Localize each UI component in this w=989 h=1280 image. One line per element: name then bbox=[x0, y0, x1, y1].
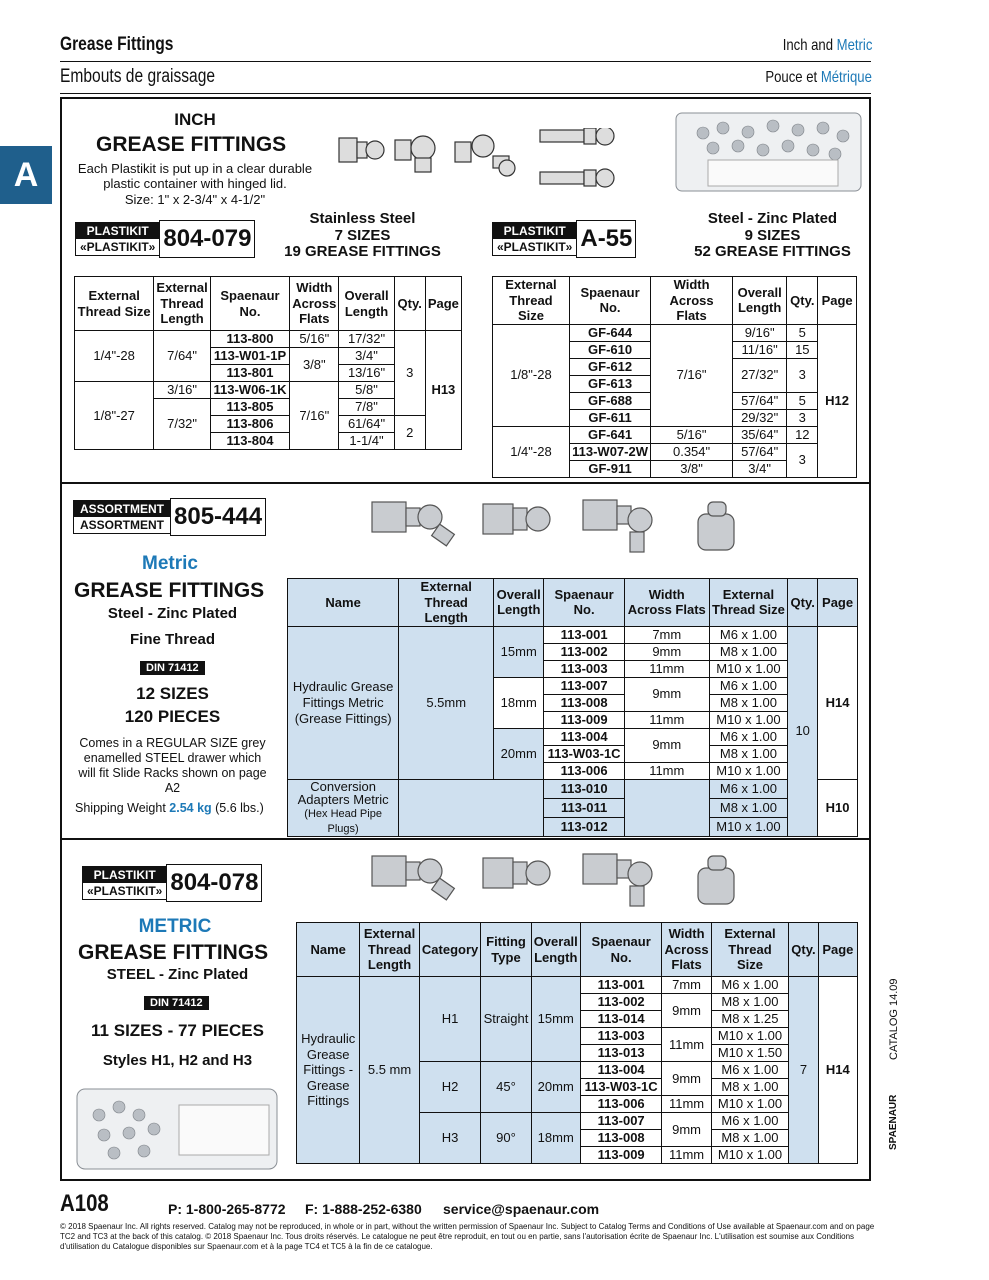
cell: M10 x 1.00 bbox=[711, 1028, 788, 1045]
sec2-sub1: Steel - Zinc Plated bbox=[107, 605, 238, 622]
cell: 1/4"-28 bbox=[493, 426, 570, 477]
sec3-sub1: STEEL - Zinc Plated bbox=[106, 966, 249, 983]
header-title-en: Grease Fittings bbox=[60, 34, 174, 55]
col-header: External Thread Length bbox=[154, 277, 211, 331]
cell: 1-1/4" bbox=[339, 433, 394, 450]
din-tag: DIN 71412 bbox=[140, 661, 205, 675]
cell: 57/64" bbox=[732, 443, 786, 460]
part-number: 113-009 bbox=[544, 711, 625, 728]
page-number: A108 bbox=[60, 1190, 109, 1217]
part-number: 113-006 bbox=[580, 1096, 661, 1113]
col-header: External Thread Size bbox=[75, 277, 154, 331]
sec3-sizes: 11 SIZES - 77 PIECES bbox=[91, 1021, 264, 1040]
sec2-sizes: 12 SIZES bbox=[136, 684, 209, 703]
cell: 2 bbox=[394, 416, 425, 450]
cell: 9/16" bbox=[732, 324, 786, 341]
part-number: 113-013 bbox=[580, 1045, 661, 1062]
cell: 17/32" bbox=[339, 331, 394, 348]
cell: M6 x 1.00 bbox=[711, 1113, 788, 1130]
cell: M6 x 1.00 bbox=[709, 779, 788, 798]
cell: 3/4" bbox=[732, 460, 786, 477]
left-heading bbox=[265, 209, 460, 260]
col-header: Qty. bbox=[789, 923, 819, 977]
col-header: External Thread Length bbox=[399, 579, 494, 627]
page-ref: H14 bbox=[818, 626, 858, 779]
col-header: External Thread Size bbox=[711, 923, 788, 977]
col-header: Width Across Flats bbox=[624, 579, 709, 627]
cell: 3 bbox=[394, 331, 425, 416]
cell: M6 x 1.00 bbox=[709, 626, 788, 643]
cell: 9mm bbox=[624, 728, 709, 762]
header-right-en: Inch and Metric bbox=[782, 37, 872, 54]
col-header: Overall Length bbox=[732, 277, 786, 325]
badge-label-fr: «PLASTIKIT» bbox=[76, 239, 159, 255]
cell: 57/64" bbox=[732, 392, 786, 409]
col-header: Overall Length bbox=[531, 923, 580, 977]
cell-conversion: Conversion Adapters Metric (Hex Head Pipe Plugs) bbox=[288, 779, 399, 836]
assortment-badge bbox=[73, 498, 266, 536]
cell: 15 bbox=[787, 341, 818, 358]
metric-label: Metric bbox=[142, 553, 198, 574]
col-header: External Thread Length bbox=[360, 923, 419, 977]
fittings-illustration bbox=[335, 128, 625, 198]
sec1-size: Size: 1" x 2-3/4" x 4-1/2" bbox=[124, 192, 266, 207]
cell: H1 bbox=[419, 977, 481, 1062]
cell: 3 bbox=[787, 443, 818, 477]
cell: 3/8" bbox=[290, 348, 339, 382]
right-heading bbox=[675, 209, 870, 260]
cell: M8 x 1.00 bbox=[709, 694, 788, 711]
cell: 1/4"-28 bbox=[75, 331, 154, 382]
col-header: Width Across Flats bbox=[662, 923, 711, 977]
badge-label-fr: ASSORTMENT bbox=[74, 517, 170, 533]
cell: 11mm bbox=[662, 1028, 711, 1062]
part-number: 113-012 bbox=[544, 817, 625, 836]
cell: 11mm bbox=[662, 1147, 711, 1164]
page-ref: H13 bbox=[425, 331, 461, 450]
cell: 3 bbox=[787, 358, 818, 392]
cell: 7/64" bbox=[154, 331, 211, 382]
inch-label: INCH bbox=[174, 110, 216, 129]
part-number: 113-003 bbox=[544, 660, 625, 677]
cell: 7/32" bbox=[154, 399, 211, 450]
part-number: 113-014 bbox=[580, 1011, 661, 1028]
sec1-desc: Each Plastikit is put up in a clear durable plastic container with hinged lid. bbox=[77, 161, 313, 191]
header-rule bbox=[60, 61, 871, 62]
cell: 29/32" bbox=[732, 409, 786, 426]
col-header: Fitting Type bbox=[481, 923, 531, 977]
col-header: External Thread Size bbox=[493, 277, 570, 325]
badge-label: PLASTIKIT bbox=[83, 867, 166, 883]
part-number: 113-002 bbox=[544, 643, 625, 660]
cell: M10 x 1.00 bbox=[709, 817, 788, 836]
shipping-weight: Shipping Weight 2.54 kg (5.6 lbs.) bbox=[75, 801, 264, 815]
cell: M10 x 1.00 bbox=[709, 762, 788, 779]
plastikit-box-image-2 bbox=[74, 1085, 282, 1173]
col-header: Qty. bbox=[394, 277, 425, 331]
cell: 11mm bbox=[624, 762, 709, 779]
cell: M8 x 1.00 bbox=[709, 643, 788, 660]
part-number: GF-688 bbox=[569, 392, 650, 409]
heading-line: 52 GREASE FITTINGS bbox=[694, 243, 851, 260]
cell: 9mm bbox=[624, 677, 709, 711]
part-number: GF-611 bbox=[569, 409, 650, 426]
cell: 5/8" bbox=[339, 382, 394, 399]
part-number: 113-008 bbox=[544, 694, 625, 711]
part-number: 113-004 bbox=[544, 728, 625, 745]
page-ref: H12 bbox=[818, 324, 857, 477]
cell: M6 x 1.00 bbox=[711, 1062, 788, 1079]
cell: 5 bbox=[787, 392, 818, 409]
col-header: Spaenaur No. bbox=[569, 277, 650, 325]
section-divider-2 bbox=[60, 838, 871, 840]
cell: M10 x 1.00 bbox=[711, 1096, 788, 1113]
kit-code: A-55 bbox=[576, 220, 636, 258]
heading-line: 7 SIZES bbox=[334, 227, 391, 244]
cell: 9mm bbox=[624, 643, 709, 660]
section-tab: A bbox=[0, 146, 52, 204]
part-number: 113-801 bbox=[210, 365, 289, 382]
part-number: 113-001 bbox=[580, 977, 661, 994]
part-number: 113-W06-1K bbox=[210, 382, 289, 399]
cell: 20mm bbox=[494, 728, 544, 779]
col-header: Page bbox=[818, 277, 857, 325]
cell: M8 x 1.00 bbox=[711, 1079, 788, 1096]
part-number: 113-002 bbox=[580, 994, 661, 1011]
col-header: Width Across Flats bbox=[651, 277, 733, 325]
cell: 11mm bbox=[624, 711, 709, 728]
metric-plastikit-table bbox=[296, 922, 858, 1164]
cell: 7 bbox=[789, 977, 819, 1164]
plastikit-badge-804-078 bbox=[82, 864, 262, 902]
cell: M8 x 1.00 bbox=[711, 1130, 788, 1147]
cell: H3 bbox=[419, 1113, 481, 1164]
cell: 12 bbox=[787, 426, 818, 443]
part-number: 113-805 bbox=[210, 399, 289, 416]
cell: 7mm bbox=[662, 977, 711, 994]
cell: M10 x 1.00 bbox=[711, 1147, 788, 1164]
cell: M10 x 1.00 bbox=[709, 660, 788, 677]
brand-vertical: SPAENAUR bbox=[888, 1094, 899, 1150]
plastikit-badge-804-079 bbox=[75, 220, 255, 258]
cell: 9mm bbox=[662, 1062, 711, 1096]
part-number: GF-610 bbox=[569, 341, 650, 358]
cell: Straight bbox=[481, 977, 531, 1062]
badge-label-fr: «PLASTIKIT» bbox=[83, 883, 166, 899]
part-number: 113-007 bbox=[544, 677, 625, 694]
cell: M6 x 1.00 bbox=[711, 977, 788, 994]
col-header: Page bbox=[818, 923, 857, 977]
cell: M8 x 1.25 bbox=[711, 1011, 788, 1028]
cell: M8 x 1.00 bbox=[711, 994, 788, 1011]
metric-label-2: METRIC bbox=[138, 916, 212, 937]
kit-code: 804-078 bbox=[166, 864, 262, 902]
part-number: 113-W01-1P bbox=[210, 348, 289, 365]
cell-empty bbox=[399, 779, 544, 836]
metric-assortment-table bbox=[287, 578, 858, 837]
zinc-plated-table bbox=[492, 276, 857, 478]
part-number: 113-806 bbox=[210, 416, 289, 433]
cell: 5 bbox=[787, 324, 818, 341]
cell: Hydraulic Grease Fittings - Grease Fittings bbox=[297, 977, 360, 1164]
header-title-fr: Embouts de graissage bbox=[60, 66, 216, 87]
sec3-title: GREASE FITTINGS bbox=[78, 941, 269, 964]
sec2-sub2: Fine Thread bbox=[129, 631, 215, 648]
plastikit-badge-a-55 bbox=[492, 220, 636, 258]
metric-fittings-illustration-2 bbox=[368, 846, 788, 918]
sec2-pieces: 120 PIECES bbox=[124, 707, 221, 726]
catalog-version: CATALOG 14.09 bbox=[888, 978, 900, 1060]
part-number: 113-003 bbox=[580, 1028, 661, 1045]
cell: 7/16" bbox=[290, 382, 339, 450]
badge-label: PLASTIKIT bbox=[493, 223, 576, 239]
cell: 3/4" bbox=[339, 348, 394, 365]
cell: 5.5 mm bbox=[360, 977, 419, 1164]
part-number: 113-W03-1C bbox=[580, 1079, 661, 1096]
cell: 9mm bbox=[662, 1113, 711, 1147]
sec1-title: GREASE FITTINGS bbox=[96, 133, 287, 156]
stainless-table bbox=[74, 276, 462, 450]
part-number: 113-010 bbox=[544, 779, 625, 798]
part-number: 113-007 bbox=[580, 1113, 661, 1130]
footer-fax: F: 1-888-252-6380 bbox=[305, 1201, 422, 1217]
col-header: Width Across Flats bbox=[290, 277, 339, 331]
header-rule-2 bbox=[60, 93, 871, 94]
footer-phone: P: 1-800-265-8772 bbox=[168, 1201, 286, 1217]
sec3-styles: Styles H1, H2 and H3 bbox=[102, 1052, 253, 1069]
din-tag: DIN 71412 bbox=[144, 996, 209, 1010]
cell: 1/8"-28 bbox=[493, 324, 570, 426]
cell: 11/16" bbox=[732, 341, 786, 358]
cell: 5/16" bbox=[290, 331, 339, 348]
cell: 13/16" bbox=[339, 365, 394, 382]
heading-line: Steel - Zinc Plated bbox=[707, 210, 838, 227]
cell: 0.354" bbox=[651, 443, 733, 460]
cell: 15mm bbox=[531, 977, 580, 1062]
din-label-3 bbox=[144, 993, 209, 1011]
header-right-fr: Pouce et Métrique bbox=[765, 69, 872, 86]
col-header: Overall Length bbox=[339, 277, 394, 331]
part-number: 113-W07-2W bbox=[569, 443, 650, 460]
page-ref: H10 bbox=[818, 779, 858, 836]
heading-line: 19 GREASE FITTINGS bbox=[284, 243, 441, 260]
footer-legal: © 2018 Spaenaur Inc. All rights reserved. Catalog may not be reproduced, in whole or in part, without the written permission of Spaenaur Inc. Subject to Catalog Terms and Conditions of Use available at Spaenaur.com and on page TC2 and TC3 at the back of this catalog. © 2018 Spaenaur Inc. Tous droits réservés. Le catalogue ne peut être reproduit, en tout ou en partie, sans l'autorisation écrite de Spaenaur Inc. L'utilisation est soumise aux Conditions d'utilisation du Catalogue disponibles sur Spaenaur.com et à la page TC4 et TC5 à la fin de ce catalogue. bbox=[60, 1222, 875, 1251]
part-number: GF-641 bbox=[569, 426, 650, 443]
part-number: 113-008 bbox=[580, 1130, 661, 1147]
col-header: Spaenaur No. bbox=[544, 579, 625, 627]
heading-line: 9 SIZES bbox=[744, 227, 801, 244]
section-divider-1 bbox=[60, 482, 871, 484]
cell: 9mm bbox=[662, 994, 711, 1028]
badge-label: ASSORTMENT bbox=[74, 501, 170, 517]
cell: 35/64" bbox=[732, 426, 786, 443]
cell: 11mm bbox=[624, 660, 709, 677]
cell: 15mm bbox=[494, 626, 544, 677]
kit-code: 805-444 bbox=[170, 498, 266, 536]
din-label-2 bbox=[140, 658, 205, 676]
cell: 10 bbox=[788, 626, 818, 836]
cell: 61/64" bbox=[339, 416, 394, 433]
col-header: Qty. bbox=[787, 277, 818, 325]
col-header: Qty. bbox=[788, 579, 818, 627]
cell: 7/16" bbox=[651, 324, 733, 426]
cell: M8 x 1.00 bbox=[709, 798, 788, 817]
col-header: Name bbox=[288, 579, 399, 627]
cell: 18mm bbox=[494, 677, 544, 728]
part-number: 113-006 bbox=[544, 762, 625, 779]
part-number: 113-800 bbox=[210, 331, 289, 348]
cell: M6 x 1.00 bbox=[709, 677, 788, 694]
col-header: Category bbox=[419, 923, 481, 977]
col-header: Page bbox=[425, 277, 461, 331]
kit-code: 804-079 bbox=[159, 220, 255, 258]
col-header: Page bbox=[818, 579, 858, 627]
cell: 7/8" bbox=[339, 399, 394, 416]
cell: 11mm bbox=[662, 1096, 711, 1113]
cell-empty bbox=[624, 779, 709, 836]
part-number: GF-644 bbox=[569, 324, 650, 341]
badge-label: PLASTIKIT bbox=[76, 223, 159, 239]
plastikit-box-image bbox=[673, 108, 865, 196]
cell: M8 x 1.00 bbox=[709, 745, 788, 762]
cell: 5/16" bbox=[651, 426, 733, 443]
col-header: Spaenaur No. bbox=[210, 277, 289, 331]
cell: 3 bbox=[787, 409, 818, 426]
sec2-desc: Comes in a REGULAR SIZE grey enamelled STEEL drawer which will fit Slide Racks shown on page A2 bbox=[78, 736, 267, 795]
sec2-title: GREASE FITTINGS bbox=[74, 579, 265, 602]
cell: M6 x 1.00 bbox=[709, 728, 788, 745]
col-header: Name bbox=[297, 923, 360, 977]
cell: 3/16" bbox=[154, 382, 211, 399]
cell: Hydraulic Grease Fittings Metric (Grease Fittings) bbox=[288, 626, 399, 779]
col-header: Overall Length bbox=[494, 579, 544, 627]
cell: 27/32" bbox=[732, 358, 786, 392]
footer-email[interactable]: service@spaenaur.com bbox=[443, 1201, 600, 1217]
cell: 90° bbox=[481, 1113, 531, 1164]
cell: M10 x 1.50 bbox=[711, 1045, 788, 1062]
part-number: 113-009 bbox=[580, 1147, 661, 1164]
col-header: External Thread Size bbox=[709, 579, 788, 627]
part-number: 113-011 bbox=[544, 798, 625, 817]
cell: 20mm bbox=[531, 1062, 580, 1113]
col-header: Spaenaur No. bbox=[580, 923, 661, 977]
cell: 5.5mm bbox=[399, 626, 494, 779]
part-number: GF-911 bbox=[569, 460, 650, 477]
cell: 18mm bbox=[531, 1113, 580, 1164]
part-number: 113-804 bbox=[210, 433, 289, 450]
part-number: 113-004 bbox=[580, 1062, 661, 1079]
part-number: 113-W03-1C bbox=[544, 745, 625, 762]
cell: H2 bbox=[419, 1062, 481, 1113]
heading-line: Stainless Steel bbox=[309, 210, 416, 227]
cell: 3/8" bbox=[651, 460, 733, 477]
part-number: GF-612 bbox=[569, 358, 650, 375]
part-number: 113-001 bbox=[544, 626, 625, 643]
cell: 45° bbox=[481, 1062, 531, 1113]
part-number: GF-613 bbox=[569, 375, 650, 392]
metric-fittings-illustration bbox=[368, 492, 788, 562]
page-ref: H14 bbox=[818, 977, 857, 1164]
cell: 7mm bbox=[624, 626, 709, 643]
cell: 1/8"-27 bbox=[75, 382, 154, 450]
cell: M10 x 1.00 bbox=[709, 711, 788, 728]
badge-label-fr: «PLASTIKIT» bbox=[493, 239, 576, 255]
